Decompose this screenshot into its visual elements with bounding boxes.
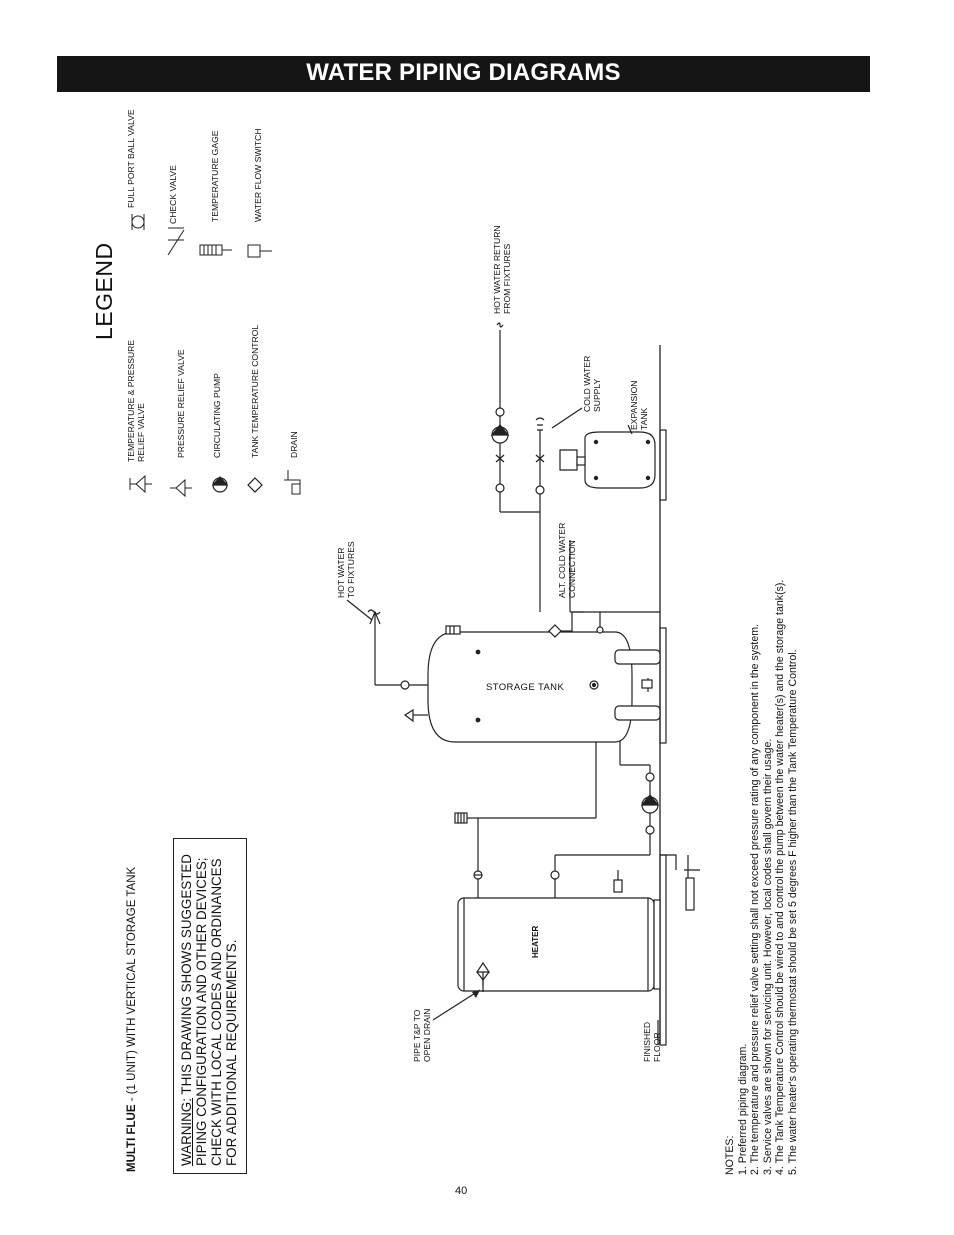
water-flow-switch-icon bbox=[248, 245, 272, 257]
tp-relief-valve-icon bbox=[130, 476, 152, 492]
drain-icon bbox=[284, 470, 300, 494]
expansion-tank bbox=[560, 432, 655, 488]
heater-return-pipe bbox=[551, 718, 654, 898]
label-hot-water-fixtures: HOT WATER TO FIXTURES bbox=[336, 541, 356, 598]
pressure-relief-valve-icon bbox=[170, 480, 192, 496]
diagram-subtitle: MULTI FLUE - (1 UNIT) WITH VERTICAL STORAGE TANK bbox=[126, 866, 138, 1172]
hot-water-to-fixtures-pipe bbox=[368, 610, 428, 689]
page-title: WATER PIPING DIAGRAMS bbox=[306, 59, 621, 86]
legend-label-water-flow-switch: WATER FLOW SWITCH bbox=[253, 128, 263, 222]
legend-label-tank-temp-control: TANK TEMPERATURE CONTROL bbox=[250, 324, 260, 458]
legend-label-circulating-pump: CIRCULATING PUMP bbox=[212, 373, 222, 458]
heater-control bbox=[614, 870, 622, 892]
check-valve-icon bbox=[168, 228, 184, 255]
return-pump-fixture bbox=[492, 425, 508, 443]
legend-label-ball-valve: FULL PORT BALL VALVE bbox=[126, 109, 136, 208]
note-item: 4. The Tank Temperature Control should be wired to and control the pump between the water heater(s) and the storage tank(s). bbox=[774, 579, 787, 1175]
note-item: 1. Preferred piping diagram. bbox=[736, 1043, 749, 1175]
temperature-gage-fixture bbox=[455, 813, 478, 823]
temperature-gage-icon bbox=[200, 245, 232, 255]
hot-return-break bbox=[497, 323, 503, 327]
heater-tp-valve bbox=[477, 963, 489, 992]
storage-tank-stand bbox=[660, 628, 666, 743]
note-item: 3. Service valves are shown for servicing unit. However, local codes shall govern their usage. bbox=[761, 738, 774, 1175]
tp-drain-leader bbox=[433, 990, 480, 1020]
circulating-pump-fixture bbox=[642, 795, 658, 813]
label-heater: HEATER bbox=[531, 925, 540, 958]
cold-water-supply-pipe bbox=[536, 418, 544, 512]
heater-tank bbox=[458, 898, 660, 991]
label-expansion-tank: EXPANSION TANK bbox=[629, 380, 649, 430]
label-cold-water-supply: COLD WATER SUPPLY bbox=[582, 355, 602, 412]
storage-temp-gage bbox=[446, 626, 460, 634]
circulating-pump-icon bbox=[213, 477, 227, 492]
ball-valve-icon bbox=[132, 214, 144, 230]
legend-label-temperature-gage: TEMPERATURE GAGE bbox=[210, 130, 220, 222]
label-hot-water-return: HOT WATER RETURN FROM FIXTURES bbox=[492, 225, 512, 314]
page-number: 40 bbox=[455, 1185, 468, 1197]
storage-tp-valve bbox=[405, 710, 428, 721]
legend-title: LEGEND bbox=[91, 242, 117, 340]
notes-block bbox=[724, 580, 800, 1175]
legend-label-tp-relief: TEMPERATURE & PRESSURE RELIEF VALVE bbox=[126, 339, 146, 462]
heater-hot-outlet-pipe bbox=[474, 728, 596, 898]
notes-title: NOTES: bbox=[724, 1135, 736, 1175]
legend-label-check-valve: CHECK VALVE bbox=[168, 165, 178, 224]
label-storage-tank: STORAGE TANK bbox=[486, 682, 565, 693]
heater-stand bbox=[660, 855, 666, 1045]
tank-temperature-control-icon bbox=[248, 478, 262, 492]
label-alt-cold-water: ALT. COLD WATER CONNECTION bbox=[557, 522, 577, 598]
note-item: 2. The temperature and pressure relief valve setting shall not exceed pressure rating of any component in the system. bbox=[749, 624, 762, 1175]
legend-label-drain: DRAIN bbox=[289, 431, 299, 458]
label-finished-floor: FINISHED FLOOR bbox=[642, 1021, 662, 1062]
note-item: 5. The water heater's operating thermostat should be set 5 degrees F higher than the Tank Temperature Control. bbox=[786, 649, 799, 1175]
hot-water-return-pipe bbox=[496, 330, 540, 612]
expansion-tank-stand bbox=[660, 430, 666, 500]
legend-label-pressure-relief: PRESSURE RELIEF VALVE bbox=[176, 349, 186, 458]
label-pipe-tp: PIPE T&P TO OPEN DRAIN bbox=[412, 1008, 432, 1062]
storage-top-header bbox=[572, 612, 660, 633]
warning-text: WARNING: THIS DRAWING SHOWS SUGGESTED PIPING CONFIGURATION AND OTHER DEVICES; CHECK WITH LOCAL CODES AND ORDINANCES FOR ADDITIONAL REQUIREMENTS. bbox=[179, 854, 239, 1166]
